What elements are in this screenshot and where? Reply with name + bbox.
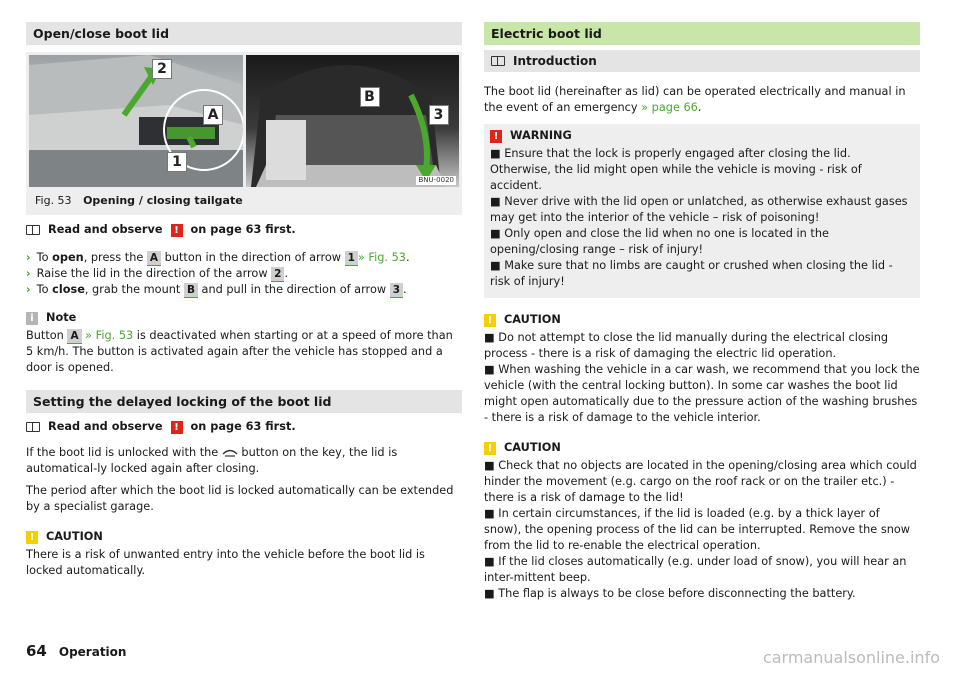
caution-icon: ! <box>484 314 496 327</box>
image-code: BNU-0020 <box>418 176 454 184</box>
key-B: B <box>184 283 198 298</box>
page-link[interactable]: » page 66 <box>641 101 698 114</box>
key-fob-icon <box>222 449 238 458</box>
intro-heading: Introduction <box>484 50 920 72</box>
key-2: 2 <box>271 267 284 282</box>
figure-label: Fig. 53 <box>35 194 72 207</box>
warning-icon: ! <box>490 130 502 143</box>
delayed-paragraph-2: The period after which the boot lid is locked automatically can be extended by a specialist garage. <box>26 484 454 513</box>
left-column <box>26 22 462 579</box>
fig-link-note[interactable]: » Fig. 53 <box>85 329 134 342</box>
figure-image-tailgate-close <box>246 55 460 187</box>
key-A: A <box>147 251 161 266</box>
caution2-item: ■ If the lid closes automatically (e.g. under load of snow), you will hear an inter-mittent beep. <box>484 555 907 584</box>
key-A-note: A <box>67 329 81 344</box>
section-title-delayed-locking: Setting the delayed locking of the boot lid <box>26 390 462 413</box>
procedure-steps <box>26 250 462 298</box>
caution2-item: ■ In certain circumstances, if the lid is loaded (e.g. by a thick layer of snow), the opening process of the lid can be interrupted. Remove the snow from the lid to re-enable the electrical operation. <box>484 507 911 552</box>
callout-A: A <box>203 105 223 125</box>
figure-caption: Opening / closing tailgate <box>83 194 243 207</box>
note-heading: i Note <box>26 310 462 326</box>
note-icon: i <box>26 312 38 325</box>
figure-image-tailgate-open <box>29 55 243 187</box>
warning-item: ■ Ensure that the lock is properly engaged after closing the lid. Otherwise, the lid might open while the vehicle is moving - risk of accident. <box>490 147 862 192</box>
caution2-item: ■ The flap is always to be close before disconnecting the battery. <box>484 587 856 600</box>
callout-3: 3 <box>429 105 449 125</box>
book-icon <box>491 56 505 66</box>
caution-heading-1: ! CAUTION <box>484 312 920 328</box>
right-column <box>484 22 920 602</box>
caution-text-left: There is a risk of unwanted entry into the vehicle before the boot lid is locked automatically. <box>26 548 425 577</box>
watermark: carmanualsonline.info <box>762 648 940 667</box>
page-footer <box>26 643 126 660</box>
delayed-paragraph-1: If the boot lid is unlocked with the button on the key, the lid is automatical-ly locked again after closing. <box>26 446 398 475</box>
step-close: › To close, grab the mount B and pull in the direction of arrow 3 . <box>26 283 407 296</box>
warning-item: ■ Make sure that no limbs are caught or crushed when closing the lid - risk of injury! <box>490 259 893 288</box>
callout-B: B <box>360 87 380 107</box>
key-1: 1 <box>345 251 358 266</box>
caution1-item: ■ Do not attempt to close the lid manually during the electrical closing process - there is a risk of damaging the electric lid operation. <box>484 331 889 360</box>
caution-icon: ! <box>484 442 496 455</box>
book-icon <box>26 422 40 432</box>
step-raise: › Raise the lid in the direction of the arrow 2 . <box>26 267 289 280</box>
note-text: Button A » Fig. 53 is deactivated when starting or at a speed of more than 5 km/h. The button is activated again after the vehicle has stopped and a door is opened. <box>26 329 453 374</box>
caution-icon: ! <box>26 531 38 544</box>
step-open: › To open, press the A button in the direction of arrow 1 » Fig. 53. <box>26 251 410 264</box>
warning-item: ■ Only open and close the lid when no one is located in the opening/closing range – risk of injury! <box>490 227 829 256</box>
caution-heading-2: ! CAUTION <box>484 440 920 456</box>
fig-link[interactable]: » Fig. 53 <box>357 251 406 264</box>
callout-2: 2 <box>152 59 172 79</box>
figure-53 <box>26 52 462 215</box>
warning-icon: ! <box>171 224 183 237</box>
book-icon <box>26 225 40 235</box>
footer-section: Operation <box>58 645 127 659</box>
caution2-item: ■ Check that no objects are located in the opening/closing area which could hinder the movement (e.g. cargo on the roof rack or on the trailer etc.) - there is a risk of damage to the lid! <box>484 459 917 504</box>
warning-box <box>484 124 920 298</box>
warning-icon: ! <box>171 421 183 434</box>
page-number: 64 <box>26 642 47 660</box>
read-observe-line-2: Read and observe ! on page 63 first. <box>26 419 462 435</box>
key-3: 3 <box>390 283 403 298</box>
read-observe-line-1: Read and observe ! on page 63 first. <box>26 222 462 238</box>
figure-illustration-right <box>246 55 460 187</box>
section-title-electric: Electric boot lid <box>484 22 920 45</box>
caution1-item: ■ When washing the vehicle in a car wash, we recommend that you lock the vehicle (with the central locking button). In some car washes the boot lid might open automatically due to the pressure action of the washing brushes - there is a risk of damage to the vehicle interior. <box>484 363 920 424</box>
caution-heading-left: ! CAUTION <box>26 529 462 545</box>
callout-1: 1 <box>167 152 187 172</box>
warning-heading: ! WARNING <box>490 128 910 144</box>
section-title-open-close: Open/close boot lid <box>26 22 462 45</box>
intro-text: The boot lid (hereinafter as lid) can be operated electrically and manual in the event of an emergency » page 66. <box>484 85 906 114</box>
warning-item: ■ Never drive with the lid open or unlatched, as otherwise exhaust gases may get into the interior of the vehicle – risk of poisoning! <box>490 195 908 224</box>
